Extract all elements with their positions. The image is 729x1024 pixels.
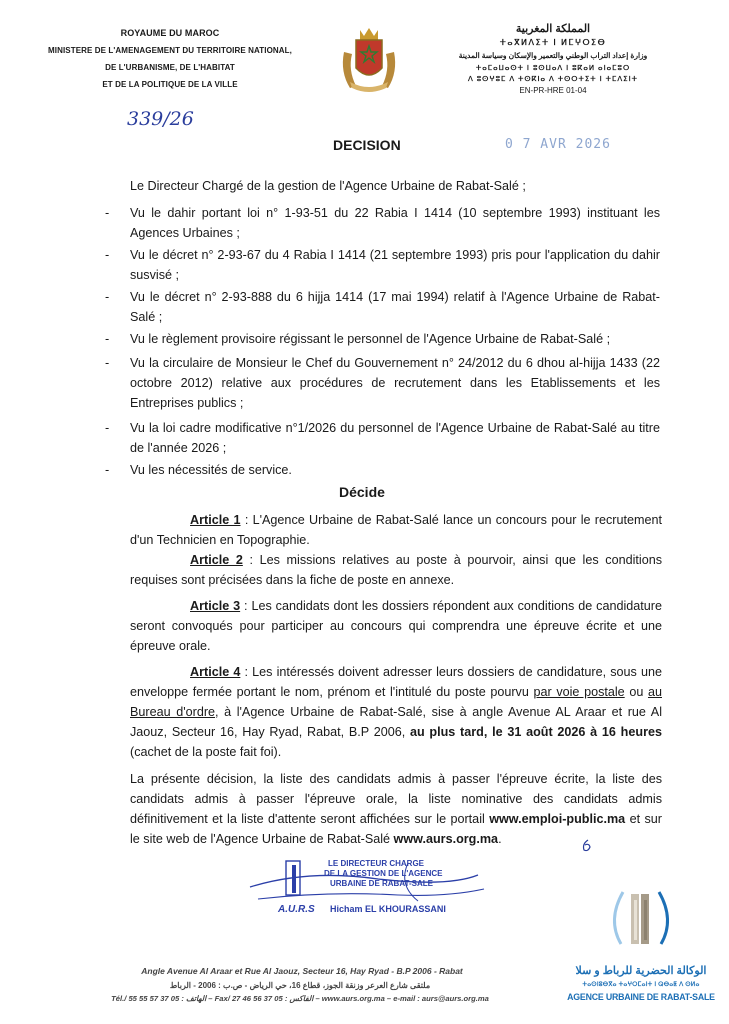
stamp-brand: A.U.R.S	[278, 904, 315, 915]
article-4-text-2: ou	[624, 685, 648, 699]
stamp-line-2: DE LA GESTION DE L'AGENCE	[324, 869, 443, 878]
visa-text: Vu la loi cadre modificative n°1/2026 du personnel de l'Agence Urbaine de Rabat-Salé au titre de l'année 2026 ;	[130, 421, 660, 455]
aurs-logo-tifinagh: ⵜⴰⵙⵏⵓⴱⴳⴰ ⵜⴰⵖⵔⵎⴰⵏⵜ ⵏ ⵕⴱⴰⵟ ⴷ ⵙⵍⴰ	[582, 982, 700, 988]
article-3-label: Article 3	[190, 599, 241, 613]
signature-stamp	[248, 855, 488, 925]
site-link: www.aurs.org.ma	[393, 832, 499, 846]
date-stamp: 0 7 AVR 2026	[505, 137, 611, 152]
decide-heading: Décide	[339, 484, 385, 500]
article-2-text: : Les missions relatives au poste à pourvoir, ainsi que les conditions requises sont précisées dans la fiche de poste en annexe.	[130, 553, 663, 587]
visa-item: - Vu le règlement provisoire régissant le personnel de l'Agence Urbaine de Rabat-Salé ;	[105, 329, 660, 349]
footer-contact: Tél./ الهاتف : 05 37 57 55 55 – Fax/ الفاكس : 05 37 56 46 27 – www.aurs.org.ma – e-mail : aurs@aurs.org.ma	[111, 994, 489, 1003]
article-4-text-1: : Les intéressés doivent adresser leurs dossiers de candidature, sous une enveloppe fermée portant le nom, prénom et l'intitulé du poste pourvu	[130, 665, 662, 699]
footer-address-ar: ملتقى شارع العرعر وزنقة الجوز، قطاع 16، حي الرياض - ص.ب : 2006 - الرباط	[169, 981, 431, 990]
article-4	[130, 662, 662, 762]
article-4-text-3: , à l'Agence Urbaine de Rabat-Salé, sise à angle Avenue AL Araar et rue Al Jaouz, Secteur 16, Hay Ryad, Rabat, B.P 2006,	[130, 705, 663, 739]
aurs-logo-fr: AGENCE URBAINE DE RABAT-SALE	[567, 992, 715, 1002]
kingdom-name-fr: ROYAUME DU MAROC	[120, 28, 220, 38]
visa-text: Vu le règlement provisoire régissant le personnel de l'Agence Urbaine de Rabat-Salé ;	[130, 332, 611, 346]
stamp-line-1: LE DIRECTEUR CHARGE	[328, 859, 425, 868]
stamp-director-name: Hicham EL KHOURASSANI	[330, 904, 446, 914]
coat-of-arms-icon	[336, 24, 402, 94]
visa-item: - Vu la circulaire de Monsieur le Chef du Gouvernement n° 24/2012 du 6 dhou al-hijja 1433 (22 octobre 2012) relative aux procédures de recrutement dans les Etablissements et les Entreprises publics ;	[105, 353, 660, 413]
visa-item: - Vu la loi cadre modificative n°1/2026 du personnel de l'Agence Urbaine de Rabat-Salé au titre de l'année 2026 ;	[105, 418, 660, 458]
ministry-line-3: ET DE LA POLITIQUE DE LA VILLE	[102, 80, 238, 89]
article-4-bureau: au Bureau d'ordre	[130, 685, 662, 719]
stamp-line-3: URBAINE DE RABAT-SALE	[330, 879, 433, 888]
ministry-name-ar: وزارة إعداد التراب الوطني والتعمير والإسكان وسياسة المدينة	[458, 51, 648, 60]
article-4-label: Article 4	[190, 665, 241, 679]
aurs-logo	[566, 880, 716, 1015]
article-4-postal: par voie postale	[533, 685, 625, 699]
article-1-text: : L'Agence Urbaine de Rabat-Salé lance un concours pour le recrutement d'un Technicien en Topographie.	[130, 513, 662, 547]
closing-text-3: .	[498, 832, 502, 846]
kingdom-name-ar: المملكة المغربية	[515, 23, 591, 35]
ministry-tifinagh-2: ⴷ ⵓⵙⵖⵓⵎ ⴷ ⵜⵙⴽⵏⴰ ⴷ ⵜⵙⵔⵜⵉⵜ ⵏ ⵜⵎⴷⵉⵏⵜ	[467, 76, 639, 83]
visa-item: - Vu les nécessités de service.	[105, 460, 660, 480]
article-2-label: Article 2	[190, 553, 243, 567]
ministry-line-2: DE L'URBANISME, DE L'HABITAT	[105, 63, 235, 72]
closing-text-1: La présente décision, la liste des candidats admis à passer l'épreuve écrite, la liste des candidats admis à passer l'épreuve orale, la liste nominative des candidats admis définitivement et la liste d'attente seront affichées sur le portail	[130, 772, 662, 826]
document-ref-code: EN-PR-HRE 01-04	[519, 86, 587, 95]
article-1	[130, 510, 662, 550]
visa-item: - Vu le décret n° 2-93-67 du 4 Rabia I 1414 (21 septembre 1993) pris pour l'application du dahir susvisé ;	[105, 245, 660, 285]
visa-text: Vu la circulaire de Monsieur le Chef du Gouvernement n° 24/2012 du 6 dhou al-hijja 1433 (22 octobre 2012) relative aux procédures de recrutement dans les Etablissements et les Entreprises publics ;	[130, 356, 660, 410]
aurs-logo-ar: الوكالة الحضرية للرباط و سلا	[575, 965, 707, 977]
footer-address: Angle Avenue Al Araar et Rue Al Jaouz, Secteur 16, Hay Ryad - B.P 2006 - Rabat	[141, 966, 463, 976]
visa-text: Vu le décret n° 2-93-67 du 4 Rabia I 1414 (21 septembre 1993) pris pour l'application du dahir susvisé ;	[130, 248, 660, 282]
ministry-line-1: MINISTERE DE L'AMENAGEMENT DU TERRITOIRE NATIONAL,	[48, 46, 292, 55]
visa-text: Vu le décret n° 2-93-888 du 6 hijja 1414 (17 mai 1994) relatif à l'Agence Urbaine de Rabat-Salé ;	[130, 290, 660, 324]
visa-text: Vu le dahir portant loi n° 1-93-51 du 22 Rabia I 1414 (10 septembre 1993) instituant les Agences Urbaines ;	[130, 206, 660, 240]
ministry-tifinagh-1: ⵜⴰⵎⴰⵡⴰⵙⵜ ⵏ ⵓⵙⵡⴰⴷ ⵏ ⵓⴽⴰⵍ ⴰⵏⴰⵎⵓⵔ	[475, 65, 631, 72]
header-left	[40, 28, 300, 89]
aurs-tower-icon	[601, 880, 681, 952]
article-1-label: Article 1	[190, 513, 241, 527]
kingdom-name-tifinagh: ⵜⴰⴳⵍⴷⵉⵜ ⵏ ⵍⵎⵖⵔⵉⴱ	[499, 38, 607, 47]
visa-item: - Vu le dahir portant loi n° 1-93-51 du 22 Rabia I 1414 (10 septembre 1993) instituant les Agences Urbaines ;	[105, 203, 660, 243]
article-3-text: : Les candidats dont les dossiers répondent aux conditions de candidature seront convoqués pour participer au concours qui comprendra une épreuve écrite et une épreuve orale.	[130, 599, 662, 653]
closing-paragraph	[130, 769, 662, 849]
portal-link: www.emploi-public.ma	[489, 812, 626, 826]
article-3	[130, 596, 662, 656]
article-2	[130, 550, 662, 590]
intro-text: Le Directeur Chargé de la gestion de l'Agence Urbaine de Rabat-Salé ;	[130, 179, 526, 193]
article-4-deadline: au plus tard, le 31 août 2026 à 16 heures	[409, 725, 662, 739]
handwritten-reference-number: 339/26	[127, 108, 194, 130]
closing-text-2: et sur le site web de l'Agence Urbaine de Rabat-Salé	[130, 812, 663, 846]
handwritten-mark-icon	[578, 838, 594, 859]
header-right	[428, 22, 678, 95]
visa-text: Vu les nécessités de service.	[130, 463, 292, 477]
article-4-text-4: (cachet de la poste fait foi).	[130, 745, 282, 759]
page-title: DECISION	[333, 137, 401, 153]
visa-item: - Vu le décret n° 2-93-888 du 6 hijja 1414 (17 mai 1994) relatif à l'Agence Urbaine de Rabat-Salé ;	[105, 287, 660, 327]
